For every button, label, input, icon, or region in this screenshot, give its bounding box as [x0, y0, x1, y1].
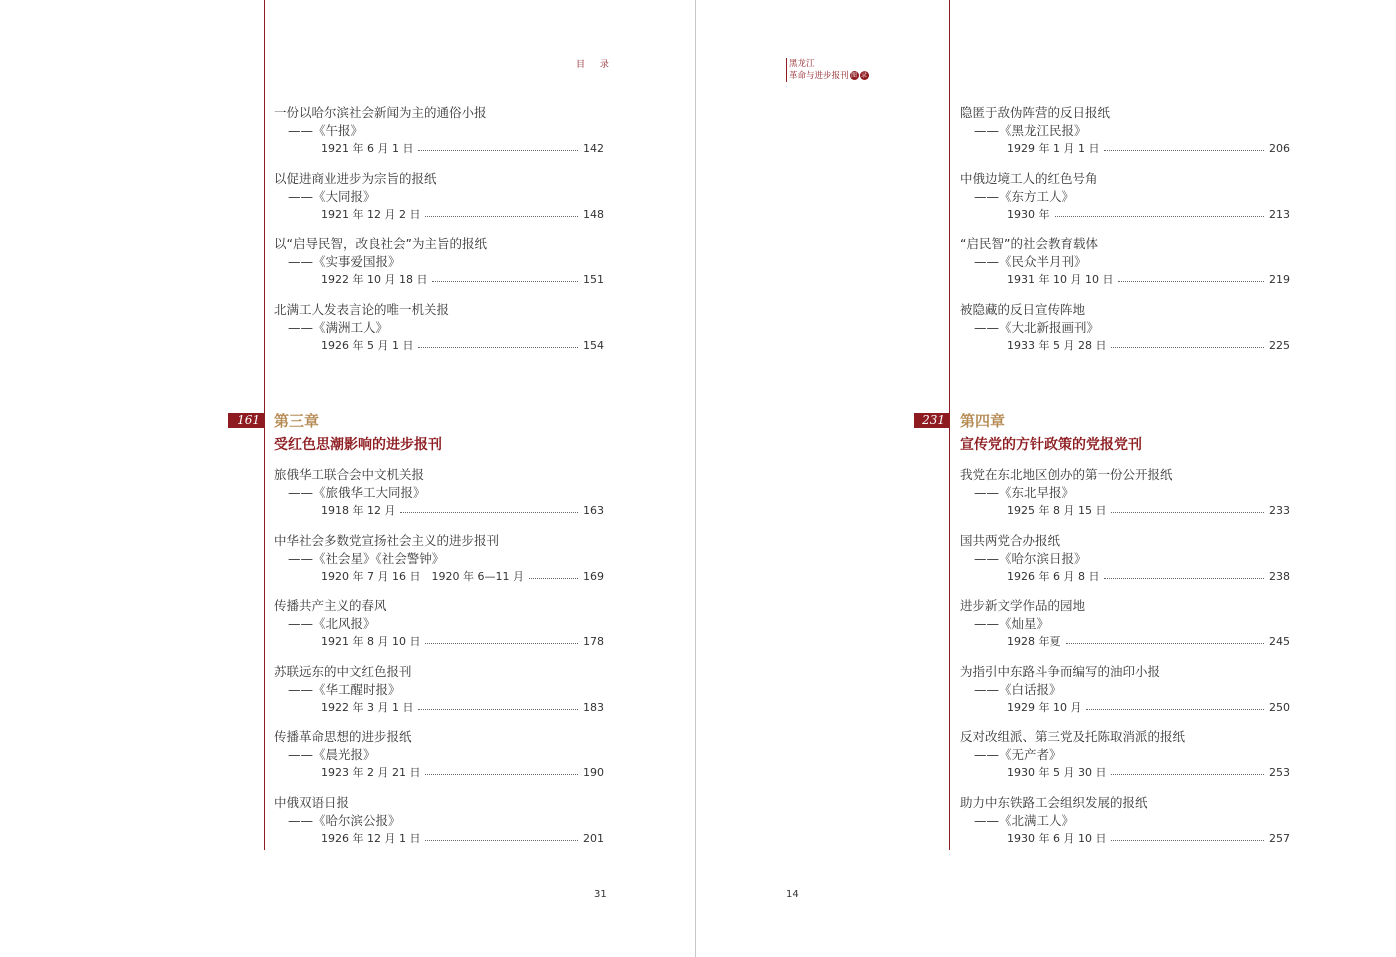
toc-entry[interactable] — [274, 597, 604, 663]
entry-name: ——《北风报》 — [288, 616, 376, 631]
leader-dots — [1111, 773, 1264, 775]
toc-list-top — [960, 104, 1290, 366]
leader-dots — [425, 773, 578, 775]
entry-date: 1925 年 8 月 15 日 — [1007, 504, 1107, 517]
entry-name: ——《华工醒时报》 — [288, 681, 401, 697]
margin-rule — [949, 0, 950, 850]
series-head-line2: 革命与进步报刊 — [789, 71, 849, 81]
entry-title: 中俄边境工人的红色号角 — [960, 170, 1098, 186]
chapter-label: 第三章 — [274, 412, 320, 430]
leader-dots — [400, 511, 578, 513]
entry-page: 219 — [1269, 273, 1290, 286]
entry-title: 以促进商业进步为宗旨的报纸 — [274, 170, 437, 186]
entry-page: 154 — [583, 338, 604, 352]
entry-name: ——《北满工人》 — [974, 812, 1075, 828]
chapter-page-number: 231 — [914, 413, 949, 428]
entry-title: 助力中东铁路工会组织发展的报纸 — [960, 794, 1148, 810]
entry-title: 被隐藏的反日宣传阵地 — [960, 301, 1086, 317]
toc-entry[interactable] — [274, 794, 604, 860]
entry-name: ——《大北新报画刊》 — [974, 319, 1100, 335]
toc-entry[interactable] — [960, 235, 1290, 301]
series-badge: 图 — [851, 72, 858, 79]
toc-entry[interactable] — [960, 104, 1290, 170]
chapter-title: 受红色思潮影响的进步报刊 — [274, 437, 442, 453]
entry-name: ——《社会星》《社会警钟》 — [288, 550, 445, 566]
entry-page: 148 — [583, 207, 604, 221]
right-page — [696, 0, 1396, 957]
entry-date: 1920 年 7 月 16 日 1920 年 6—11 月 — [321, 569, 524, 583]
entry-title: 旅俄华工联合会中文机关报 — [274, 467, 425, 482]
entry-date: 1930 年 6 月 10 日 — [1007, 831, 1107, 845]
chapter-label: 第四章 — [960, 412, 1006, 430]
toc-entry[interactable] — [960, 794, 1290, 860]
entry-page: 163 — [583, 504, 604, 517]
leader-dots — [418, 149, 578, 151]
entry-page: 225 — [1269, 338, 1290, 352]
page-number: 14 — [786, 889, 799, 900]
entry-page: 250 — [1269, 700, 1290, 714]
entry-date: 1921 年 8 月 10 日 — [321, 635, 421, 648]
entry-title: 我党在东北地区创办的第一份公开报纸 — [960, 467, 1173, 482]
entry-date: 1926 年 6 月 8 日 — [1007, 569, 1100, 583]
toc-entry[interactable] — [274, 466, 604, 532]
entry-date: 1928 年夏 — [1007, 635, 1061, 648]
toc-list-top — [274, 104, 604, 366]
leader-dots — [418, 708, 578, 710]
entry-title: 为指引中东路斗争而编写的油印小报 — [960, 663, 1161, 679]
entry-page: 257 — [1269, 831, 1290, 845]
entry-date: 1918 年 12 月 — [321, 504, 396, 517]
leader-dots — [1111, 346, 1264, 348]
entry-title: 苏联远东的中文红色报刊 — [274, 663, 412, 679]
entry-page: 190 — [583, 766, 604, 779]
toc-entry[interactable] — [274, 235, 604, 301]
entry-title: 中俄双语日报 — [274, 794, 350, 810]
entry-name: ——《实事爱国报》 — [288, 254, 401, 269]
entry-date: 1929 年 10 月 — [1007, 700, 1082, 714]
leader-dots — [1066, 642, 1265, 644]
entry-title: 中华社会多数党宣扬社会主义的进步报刊 — [274, 532, 500, 548]
entry-name: ——《旅俄华工大同报》 — [288, 485, 426, 500]
toc-list-chapter — [960, 466, 1290, 859]
entry-name: ——《哈尔滨公报》 — [288, 812, 401, 828]
entry-date: 1926 年 12 月 1 日 — [321, 831, 421, 845]
entry-name: ——《午报》 — [288, 123, 364, 138]
entry-page: 178 — [583, 635, 604, 648]
entry-name: ——《哈尔滨日报》 — [974, 550, 1087, 566]
entry-name: ——《白话报》 — [974, 681, 1062, 697]
entry-name: ——《满洲工人》 — [288, 319, 389, 335]
entry-name: ——《灿星》 — [974, 616, 1050, 631]
entry-name: ——《大同报》 — [288, 188, 376, 204]
entry-date: 1930 年 5 月 30 日 — [1007, 766, 1107, 779]
entry-title: 传播共产主义的春风 — [274, 598, 387, 613]
entry-title: “启民智”的社会教育载体 — [960, 236, 1098, 251]
entry-date: 1930 年 — [1007, 207, 1050, 221]
entry-date: 1926 年 5 月 1 日 — [321, 338, 414, 352]
chapter-title: 宣传党的方针政策的党报党刊 — [960, 437, 1142, 453]
entry-date: 1921 年 12 月 2 日 — [321, 207, 421, 221]
entry-page: 142 — [583, 142, 604, 155]
leader-dots — [1111, 839, 1264, 841]
toc-entry[interactable] — [274, 104, 604, 170]
entry-page: 201 — [583, 831, 604, 845]
toc-entry[interactable] — [960, 301, 1290, 367]
entry-name: ——《民众半月刊》 — [974, 254, 1087, 269]
left-page — [0, 0, 695, 957]
entry-date: 1929 年 1 月 1 日 — [1007, 142, 1100, 155]
toc-entry[interactable] — [274, 728, 604, 794]
leader-dots — [425, 839, 578, 841]
entry-date: 1921 年 6 月 1 日 — [321, 142, 414, 155]
entry-date: 1931 年 10 月 10 日 — [1007, 273, 1114, 286]
leader-dots — [425, 215, 578, 217]
leader-dots — [1086, 708, 1264, 710]
running-head: 目 录 — [576, 60, 615, 70]
toc-entry[interactable] — [274, 301, 604, 367]
toc-list-chapter — [274, 466, 604, 859]
toc-entry[interactable] — [274, 663, 604, 729]
leader-dots — [1111, 511, 1264, 513]
entry-name: ——《无产者》 — [974, 747, 1062, 762]
entry-date: 1922 年 10 月 18 日 — [321, 273, 428, 286]
toc-entry[interactable] — [960, 663, 1290, 729]
entry-page: 206 — [1269, 142, 1290, 155]
entry-name: ——《东北早报》 — [974, 485, 1075, 500]
entry-date: 1923 年 2 月 21 日 — [321, 766, 421, 779]
leader-dots — [1055, 215, 1265, 217]
entry-page: 213 — [1269, 207, 1290, 221]
entry-title: 传播革命思想的进步报纸 — [274, 729, 412, 744]
leader-dots — [425, 642, 578, 644]
leader-dots — [432, 280, 578, 282]
leader-dots — [1118, 280, 1264, 282]
entry-title: 隐匿于敌伪阵营的反日报纸 — [960, 105, 1111, 120]
entry-title: 进步新文学作品的园地 — [960, 598, 1086, 613]
toc-entry[interactable] — [960, 170, 1290, 236]
series-head-line1: 黑龙江 — [789, 59, 815, 69]
toc-entry[interactable] — [274, 532, 604, 598]
leader-dots — [418, 346, 578, 348]
page-number: 31 — [594, 889, 607, 900]
entry-page: 183 — [583, 700, 604, 714]
chapter-page-number: 161 — [228, 413, 264, 428]
margin-rule — [264, 0, 265, 850]
entry-page: 169 — [583, 569, 604, 583]
toc-entry[interactable] — [274, 170, 604, 236]
entry-title: 北满工人发表言论的唯一机关报 — [274, 301, 450, 317]
entry-name: ——《东方工人》 — [974, 188, 1075, 204]
entry-name: ——《黑龙江民报》 — [974, 123, 1087, 138]
leader-dots — [1104, 149, 1264, 151]
entry-title: 以“启导民智，改良社会”为主旨的报纸 — [274, 236, 487, 251]
toc-entry[interactable] — [960, 532, 1290, 598]
entry-page: 253 — [1269, 766, 1290, 779]
entry-title: 国共两党合办报纸 — [960, 532, 1061, 548]
series-badge: 录 — [861, 72, 868, 79]
entry-page: 238 — [1269, 569, 1290, 583]
entry-page: 151 — [583, 273, 604, 286]
entry-page: 233 — [1269, 504, 1290, 517]
leader-dots — [1104, 577, 1264, 579]
series-head — [786, 58, 909, 82]
entry-name: ——《晨光报》 — [288, 747, 376, 762]
toc-entry[interactable] — [960, 466, 1290, 532]
entry-page: 245 — [1269, 635, 1290, 648]
entry-date: 1922 年 3 月 1 日 — [321, 700, 414, 714]
entry-date: 1933 年 5 月 28 日 — [1007, 338, 1107, 352]
leader-dots — [529, 577, 578, 579]
toc-entry[interactable] — [960, 728, 1290, 794]
entry-title: 反对改组派、第三党及托陈取消派的报纸 — [960, 729, 1186, 744]
entry-title: 一份以哈尔滨社会新闻为主的通俗小报 — [274, 105, 487, 120]
toc-entry[interactable] — [960, 597, 1290, 663]
